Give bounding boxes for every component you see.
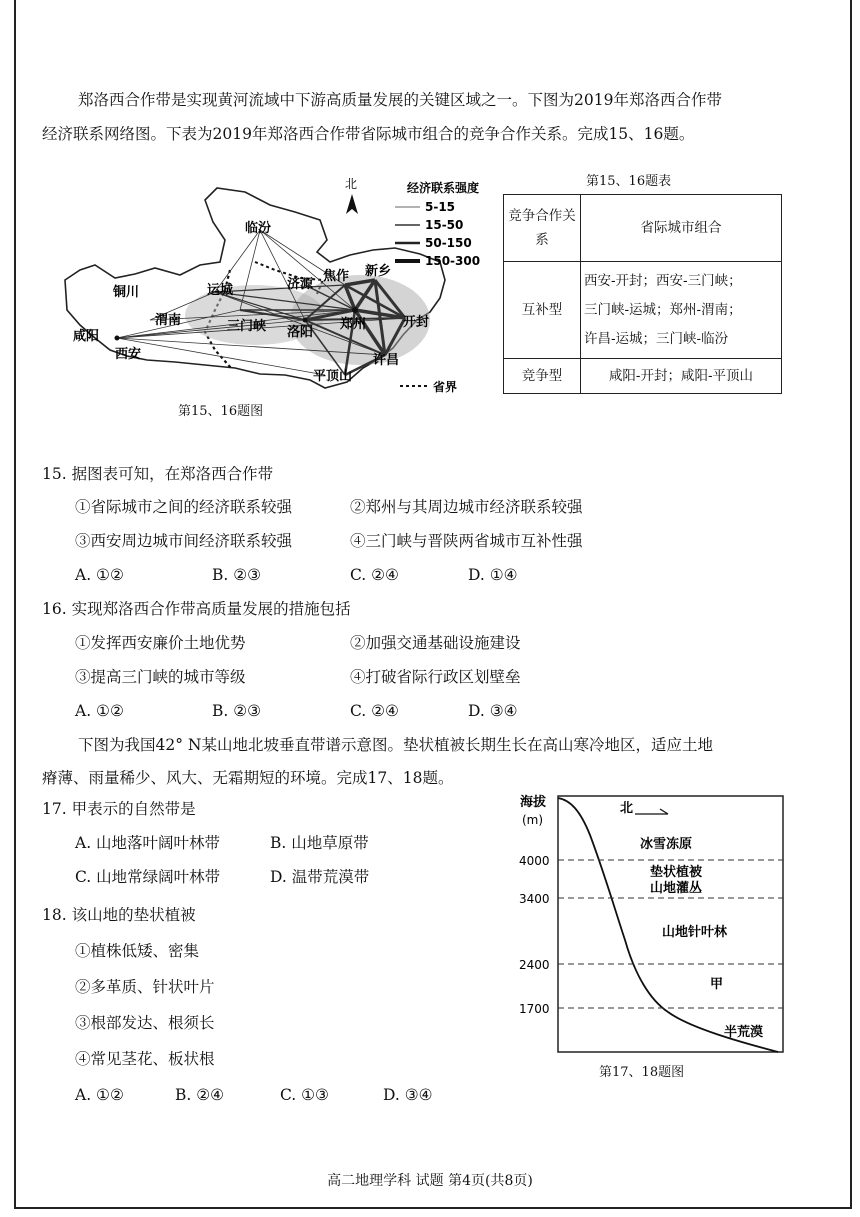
city-label-xinxiang: 新乡 (365, 264, 392, 279)
city-label-kaifeng: 开封 (403, 315, 430, 330)
table-row2-type: 竞争型 (504, 359, 581, 394)
legend-item-2: 15-50 (425, 218, 464, 232)
zone-conifer: 山地针叶林 (662, 925, 728, 940)
map-caption: 第15、16题图 (178, 404, 264, 419)
q16-choice-b: B. ②③ (212, 702, 262, 720)
legend-item-3: 50-150 (425, 236, 472, 250)
city-label-sanmenxia: 三门峡 (227, 319, 267, 334)
q18-choice-d: D. ③④ (383, 1086, 433, 1104)
profile-y-unit: (m) (522, 813, 544, 827)
q15-option-2: ②郑州与其周边城市经济联系较强 (350, 498, 583, 516)
zone-shrub: 山地灌丛 (650, 881, 703, 896)
north-arrow-icon (346, 194, 358, 214)
q17-stem: 17. 甲表示的自然带是 (42, 800, 196, 818)
tick-4000: 4000 (519, 854, 550, 868)
profile-caption: 第17、18题图 (599, 1065, 685, 1080)
q15-option-3: ③西安周边城市间经济联系较强 (75, 532, 293, 550)
q18-option-4: ④常见茎花、板状根 (75, 1050, 215, 1068)
city-label-xian: 西安 (115, 347, 142, 362)
q15-choice-a: A. ①② (75, 566, 124, 584)
legend-item-4: 150-300 (425, 254, 481, 268)
city-label-linfen: 临汾 (245, 221, 272, 236)
q18-option-1: ①植株低矮、密集 (75, 942, 200, 960)
intro1-line2: 经济联系网络图。下表为2019年郑洛西合作带省际城市组合的竞争合作关系。完成15、16题。 (42, 125, 695, 143)
zone-semidesert: 半荒漠 (724, 1025, 764, 1040)
q17-choice-c: C. 山地常绿阔叶林带 (75, 868, 221, 886)
q16-option-2: ②加强交通基础设施建设 (350, 634, 521, 652)
q18-option-2: ②多革质、针状叶片 (75, 978, 215, 996)
profile-north: 北 (620, 801, 634, 816)
tick-2400: 2400 (519, 958, 550, 972)
competition-table (503, 194, 782, 394)
q15-choice-d: D. ①④ (468, 566, 518, 584)
tick-3400: 3400 (519, 892, 550, 906)
q16-choice-a: A. ①② (75, 702, 124, 720)
q15-choice-b: B. ②③ (212, 566, 262, 584)
q15-stem: 15. 据图表可知，在郑洛西合作带 (42, 465, 274, 483)
city-label-pingdingshan: 平顶山 (313, 369, 353, 384)
zone-cushion: 垫状植被 (650, 865, 703, 880)
table-title: 第15、16题表 (586, 174, 672, 189)
city-label-jiyuan: 济源 (287, 277, 314, 292)
q18-choice-c: C. ①③ (280, 1086, 329, 1104)
legend-item-1: 5-15 (425, 200, 456, 214)
zone-jia: 甲 (710, 977, 724, 992)
zone-ice-tundra: 冰雪冻原 (640, 837, 693, 852)
profile-y-title: 海拔 (520, 795, 547, 810)
city-label-xianyang: 咸阳 (73, 329, 100, 344)
q17-choice-b: B. 山地草原带 (270, 834, 369, 852)
table-row2-value: 咸阳-开封；咸阳-平顶山 (581, 359, 782, 394)
city-label-luoyang: 洛阳 (287, 325, 314, 340)
q17-choice-a: A. 山地落叶阔叶林带 (75, 834, 221, 852)
q16-choice-c: C. ②④ (350, 702, 399, 720)
table-head-relation: 竞争合作关系 (504, 195, 581, 262)
q18-stem: 18. 该山地的垫状植被 (42, 906, 196, 924)
q17-choice-d: D. 温带荒漠带 (270, 868, 370, 886)
q15-choice-c: C. ②④ (350, 566, 399, 584)
table-row1-value: 西安-开封；西安-三门峡； 三门峡-运城；郑州-渭南； 许昌-运城；三门峡-临汾 (581, 262, 782, 359)
page-footer: 高二地理学科 试题 第4页(共8页) (327, 1173, 533, 1189)
city-label-xuchang: 许昌 (373, 353, 400, 368)
q16-stem: 16. 实现郑洛西合作带高质量发展的措施包括 (42, 600, 351, 618)
city-label-zhengzhou: 郑州 (340, 317, 367, 332)
intro1-line1: 郑洛西合作带是实现黄河流域中下游高质量发展的关键区域之一。下图为2019年郑洛西合作带 (78, 91, 722, 109)
q15-option-1: ①省际城市之间的经济联系较强 (75, 498, 293, 516)
q16-option-4: ④打破省际行政区划壁垒 (350, 668, 521, 686)
table-row1-type: 互补型 (504, 262, 581, 359)
city-label-yuncheng: 运城 (207, 283, 234, 298)
legend-boundary: 省界 (433, 380, 458, 394)
tick-1700: 1700 (519, 1002, 550, 1016)
q15-option-4: ④三门峡与晋陕两省城市互补性强 (350, 532, 583, 550)
zonation-profile (510, 790, 790, 1060)
q18-choice-a: A. ①② (75, 1086, 124, 1104)
intro2-line2: 瘠薄、雨量稀少、风大、无霜期短的环境。完成17、18题。 (42, 769, 454, 787)
city-label-jiaozuo: 焦作 (323, 269, 350, 284)
q16-option-1: ①发挥西安廉价土地优势 (75, 634, 246, 652)
q18-option-3: ③根部发达、根须长 (75, 1014, 215, 1032)
city-label-weinan: 渭南 (155, 313, 182, 328)
q18-choice-b: B. ②④ (175, 1086, 225, 1104)
q16-choice-d: D. ③④ (468, 702, 518, 720)
north-label: 北 (345, 177, 358, 191)
network-map (55, 170, 500, 410)
intro2-line1: 下图为我国42° N某山地北坡垂直带谱示意图。垫状植被长期生长在高山寒冷地区，适应土地 (78, 736, 713, 754)
city-label-tongchuan: 铜川 (113, 285, 140, 300)
table-head-groups: 省际城市组合 (581, 195, 782, 262)
legend-title: 经济联系强度 (407, 181, 480, 195)
q16-option-3: ③提高三门峡的城市等级 (75, 668, 246, 686)
